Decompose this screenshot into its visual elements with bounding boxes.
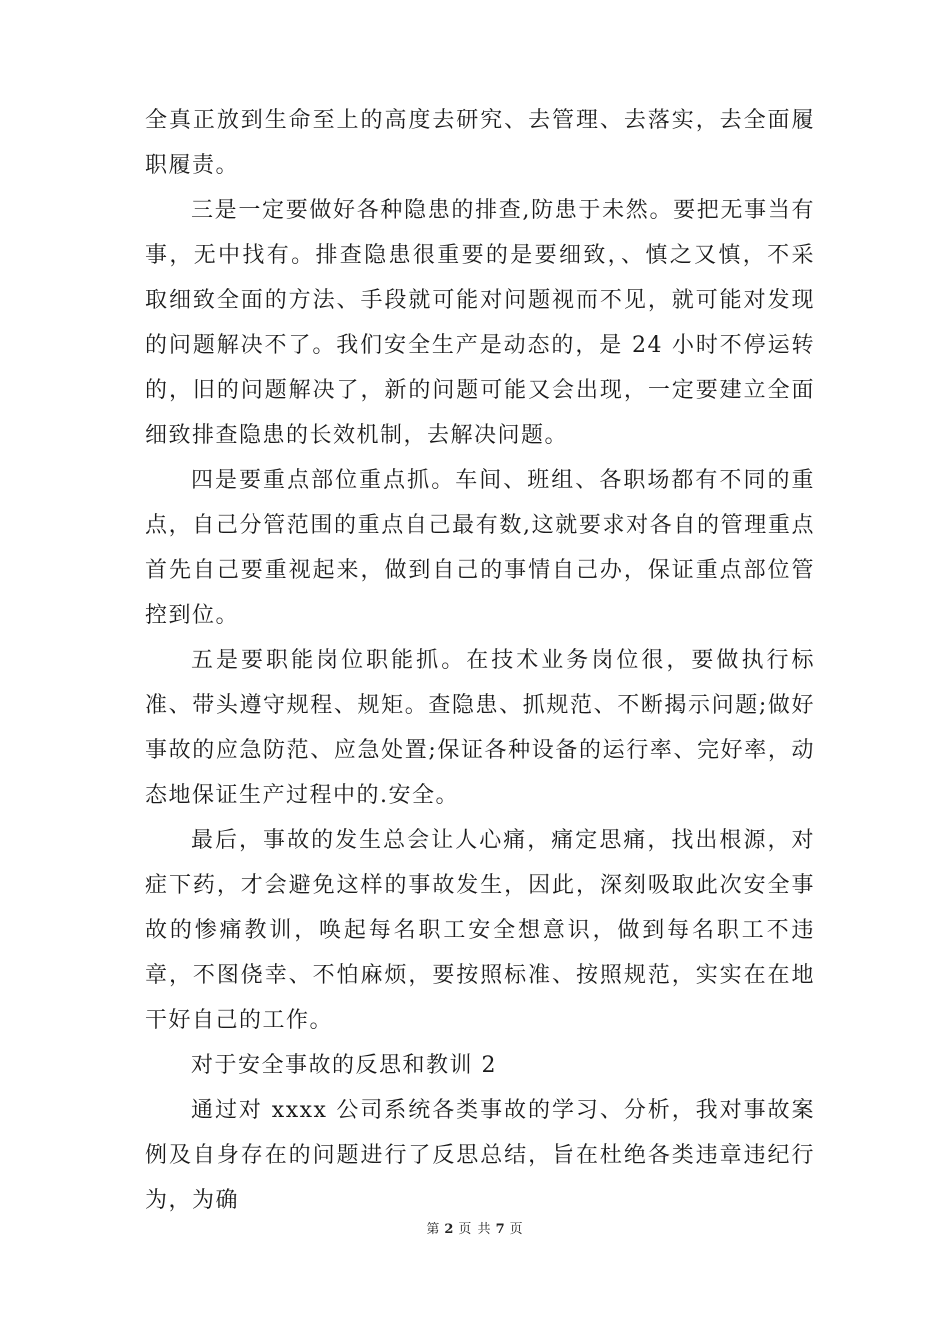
page-footer (0, 1218, 950, 1237)
footer-mid: 页 共 (458, 1222, 492, 1237)
section-heading: 对于安全事故的反思和教训 2 (191, 1053, 497, 1078)
paragraph-5: 最后，事故的发生总会让人心痛，痛定思痛，找出根源，对症下药，才会避免这样的事故发生，因此，深刻吸取此次安全事故的惨痛教训，唤起每名职工安全想意识，做到每名职工不违章，不图侥幸、不怕麻烦，要按照标准、按照规范，实实在在地干好自己的工作。 (145, 828, 815, 1033)
footer-current-page: 2 (444, 1222, 455, 1237)
paragraph-4: 五是要职能岗位职能抓。在技术业务岗位很，要做执行标准、带头遵守规程、规矩。查隐患、抓规范、不断揭示问题;做好事故的应急防范、应急处置;保证各种设备的运行率、完好率，动态地保证生产过程中的.安全。 (145, 648, 815, 808)
footer-prefix: 第 (426, 1222, 441, 1237)
footer-suffix: 页 (509, 1222, 524, 1237)
paragraph-3: 四是要重点部位重点抓。车间、班组、各职场都有不同的重点，自己分管范围的重点自己最有数,这就要求对各自的管理重点首先自己要重视起来，做到自己的事情自己办，保证重点部位管控到位。 (145, 468, 815, 628)
footer-total-pages: 7 (495, 1222, 506, 1237)
paragraph-2: 三是一定要做好各种隐患的排查,防患于未然。要把无事当有事，无中找有。排查隐患很重要的是要细致，、慎之又慎，不采取细致全面的方法、手段就可能对问题视而不见，就可能对发现的问题解决不了。我们安全生产是动态的，是 24 小时不停运转的，旧的问题解决了，新的问题可能又会出现，一定要建立全面细致排查隐患的长效机制，去解决问题。 (145, 198, 815, 448)
paragraph-6: 通过对 xxxx 公司系统各类事故的学习、分析，我对事故案例及自身存在的问题进行了反思总结，旨在杜绝各类违章违纪行为，为确 (145, 1098, 815, 1213)
paragraph-1: 全真正放到生命至上的高度去研究、去管理、去落实，去全面履职履责。 (145, 108, 815, 178)
document-body (145, 98, 815, 1223)
